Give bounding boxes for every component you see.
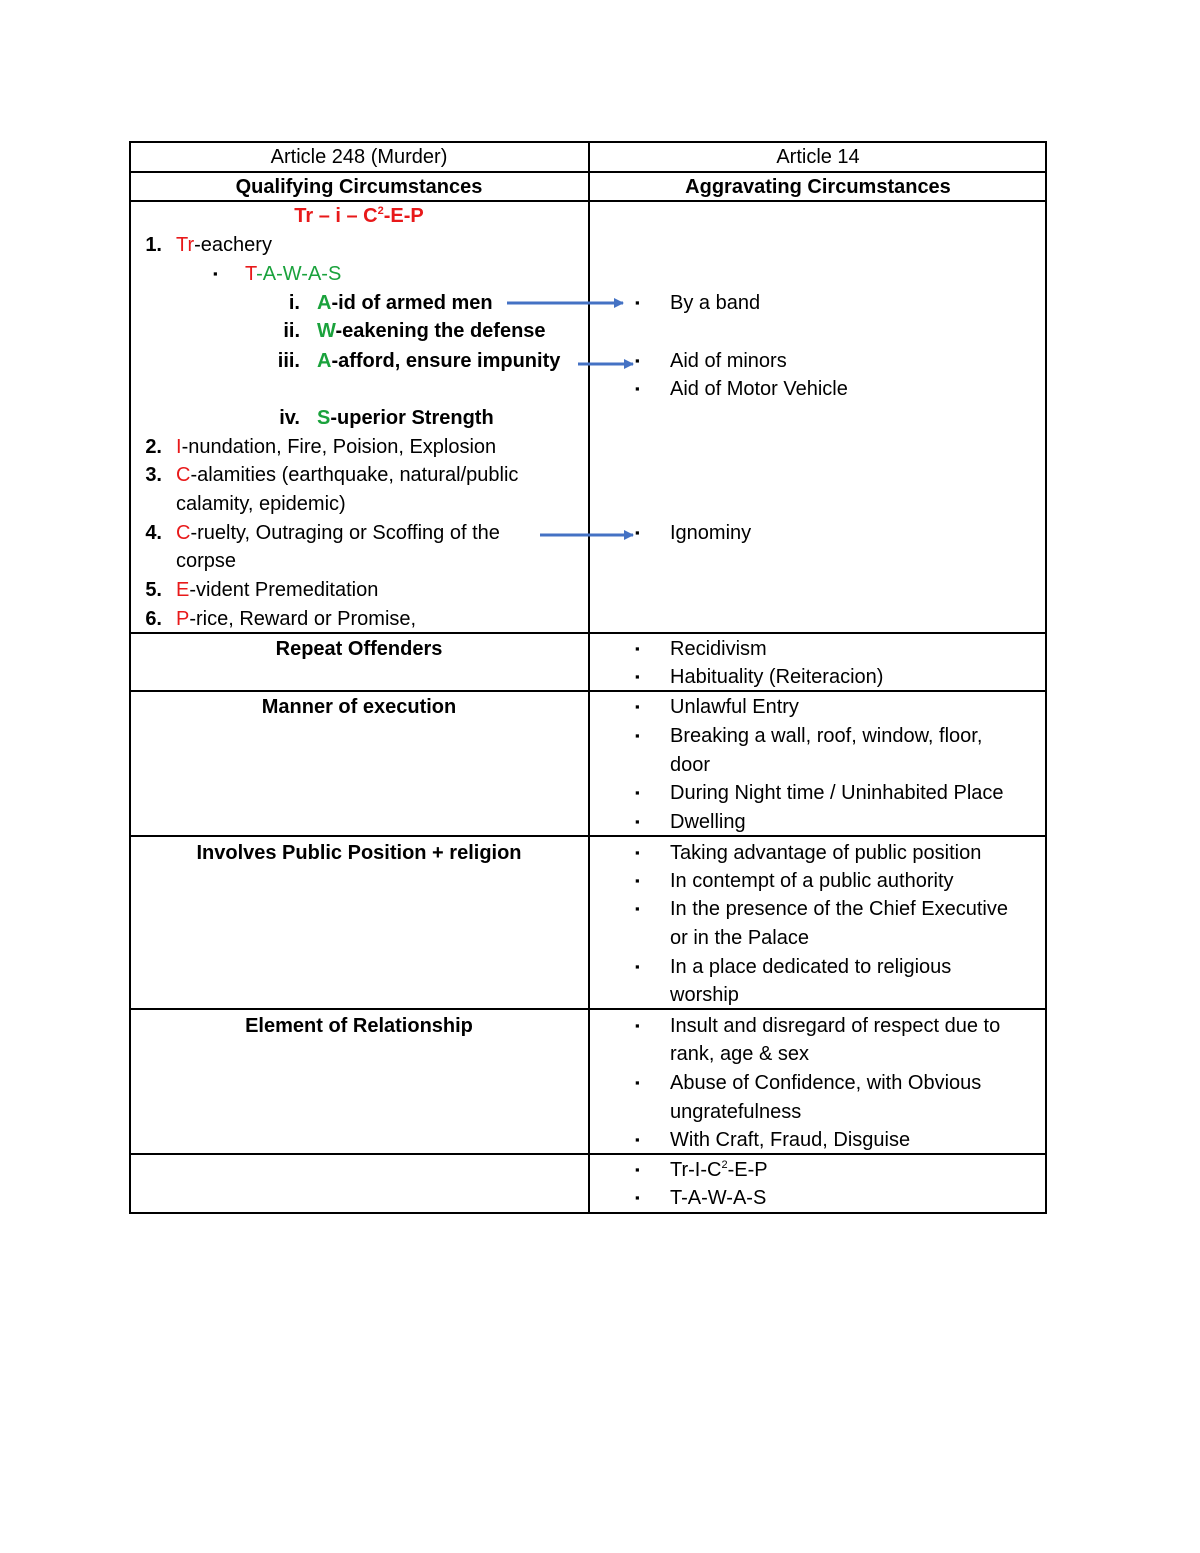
qualifying-letter: P: [176, 608, 190, 630]
mnemonic-heading: [131, 204, 587, 228]
bullet-icon: ▪: [635, 785, 640, 800]
mnemonic-summary-superscript: 2: [721, 1159, 728, 1171]
bullet-icon: ▪: [635, 814, 640, 829]
bullet-icon: ▪: [213, 266, 218, 281]
aggravating-item: During Night time / Uninhabited Place: [670, 782, 1004, 804]
list-number: 2.: [145, 436, 162, 458]
table-border-left: [129, 141, 131, 1214]
tawas-text: -eakening the defense: [335, 320, 546, 342]
bullet-icon: ▪: [635, 641, 640, 656]
qualifying-text: -ruelty, Outraging or Scoffing of the: [190, 522, 500, 544]
column2-title: Article 14: [776, 146, 860, 168]
bullet-icon: ▪: [635, 381, 640, 396]
list-number: 1.: [145, 234, 162, 256]
bullet-icon: ▪: [635, 1018, 640, 1033]
aggravating-item: Unlawful Entry: [670, 696, 799, 718]
qualifying-item: [176, 463, 518, 487]
aggravating-item-continued: ungratefulness: [670, 1101, 802, 1123]
treachery-prefix: Tr: [176, 234, 195, 256]
treachery-item: [176, 233, 272, 257]
qualifying-text-continued: calamity, epidemic): [176, 493, 346, 515]
row-label-manner-of-execution: Manner of execution: [261, 696, 457, 718]
bullet-icon: ▪: [635, 1162, 640, 1177]
mnemonic-summary-part-b: -E-P: [727, 1159, 768, 1181]
tawas-text: -uperior Strength: [330, 407, 494, 429]
aggravating-item: Recidivism: [670, 638, 767, 660]
aggravating-item: Abuse of Confidence, with Obvious: [670, 1072, 982, 1094]
list-number: 6.: [145, 608, 162, 630]
roman-numeral: iv.: [279, 407, 300, 429]
list-number: 5.: [145, 579, 162, 601]
aggravating-item-continued: rank, age & sex: [670, 1043, 809, 1065]
bullet-icon: ▪: [635, 1190, 640, 1205]
tawas-text: -afford, ensure impunity: [331, 350, 561, 372]
mnemonic-summary-part-a: Tr-I-C: [670, 1159, 722, 1181]
mnemonic-part-a: Tr – i – C: [294, 205, 378, 227]
bullet-icon: ▪: [635, 845, 640, 860]
row-label-repeat-offenders: Repeat Offenders: [275, 638, 443, 660]
bullet-icon: ▪: [635, 728, 640, 743]
bullet-icon: ▪: [635, 901, 640, 916]
aggravating-item: In a place dedicated to religious: [670, 956, 952, 978]
tawas-text: -id of armed men: [331, 292, 493, 314]
tawas-item-impunity: [317, 349, 560, 373]
bullet-icon: ▪: [635, 525, 640, 540]
tawas-item-superior-strength: [317, 406, 494, 430]
column-divider: [588, 141, 590, 1214]
qualifying-letter: C: [176, 522, 191, 544]
mnemonic-part-b: -E-P: [383, 205, 424, 227]
aggravating-item: By a band: [670, 292, 761, 314]
tawas-item-weakening: [317, 319, 546, 343]
aggravating-item-continued: worship: [670, 984, 739, 1006]
aggravating-item-continued: door: [670, 754, 711, 776]
table-border-right: [1045, 141, 1047, 1214]
aggravating-item: In the presence of the Chief Executive: [670, 898, 1008, 920]
mnemonic-summary-2: T-A-W-A-S: [670, 1187, 767, 1209]
tawas-letter: A: [317, 350, 332, 372]
bullet-icon: ▪: [635, 873, 640, 888]
bullet-icon: ▪: [635, 1075, 640, 1090]
bullet-icon: ▪: [635, 699, 640, 714]
list-number: 3.: [145, 464, 162, 486]
qualifying-text-continued: corpse: [176, 550, 237, 572]
qualifying-text: -alamities (earthquake, natural/public: [190, 464, 519, 486]
tawas-letter: S: [317, 407, 331, 429]
column1-subtitle: Qualifying Circumstances: [235, 176, 483, 198]
tawas-prefix: T: [245, 263, 257, 285]
aggravating-item: Taking advantage of public position: [670, 842, 982, 864]
aggravating-item: Aid of Motor Vehicle: [670, 378, 848, 400]
aggravating-item-continued: or in the Palace: [670, 927, 809, 949]
aggravating-item: Habituality (Reiteracion): [670, 666, 884, 688]
row-label-relationship: Element of Relationship: [245, 1015, 473, 1037]
qualifying-text: -rice, Reward or Promise,: [189, 608, 417, 630]
aggravating-item: Dwelling: [670, 811, 746, 833]
mnemonic-summary-1: [670, 1158, 768, 1182]
qualifying-item: [176, 521, 500, 545]
column1-title: Article 248 (Murder): [270, 146, 448, 168]
column2-subtitle: Aggravating Circumstances: [685, 176, 951, 198]
aggravating-item: Breaking a wall, roof, window, floor,: [670, 725, 983, 747]
tawas-heading: [245, 262, 341, 286]
qualifying-letter: I: [176, 436, 182, 458]
bullet-icon: ▪: [635, 959, 640, 974]
tawas-letter: A: [317, 292, 332, 314]
roman-numeral: ii.: [283, 320, 300, 342]
tawas-item-armed-men: [317, 291, 493, 315]
qualifying-item: [176, 578, 378, 602]
aggravating-item: Ignominy: [670, 522, 752, 544]
roman-numeral: i.: [288, 292, 300, 314]
list-number: 4.: [145, 522, 162, 544]
qualifying-text: -vident Premeditation: [189, 579, 379, 601]
qualifying-text: -nundation, Fire, Poision, Explosion: [181, 436, 497, 458]
aggravating-item: In contempt of a public authority: [670, 870, 954, 892]
qualifying-item: [176, 435, 496, 459]
bullet-icon: ▪: [635, 295, 640, 310]
aggravating-item: With Craft, Fraud, Disguise: [670, 1129, 911, 1151]
mnemonic-superscript: 2: [377, 205, 384, 217]
bullet-icon: ▪: [635, 1132, 640, 1147]
row-label-public-position: Involves Public Position + religion: [196, 842, 522, 864]
qualifying-letter: C: [176, 464, 191, 486]
bullet-icon: ▪: [635, 669, 640, 684]
bullet-icon: ▪: [635, 353, 640, 368]
roman-numeral: iii.: [277, 350, 300, 372]
qualifying-item: [176, 607, 416, 631]
tawas-letter: W: [317, 320, 336, 342]
aggravating-item: Insult and disregard of respect due to: [670, 1015, 1001, 1037]
treachery-rest: -eachery: [194, 234, 272, 256]
tawas-rest: -A-W-A-S: [256, 263, 342, 285]
aggravating-item: Aid of minors: [670, 350, 787, 372]
qualifying-letter: E: [176, 579, 190, 601]
